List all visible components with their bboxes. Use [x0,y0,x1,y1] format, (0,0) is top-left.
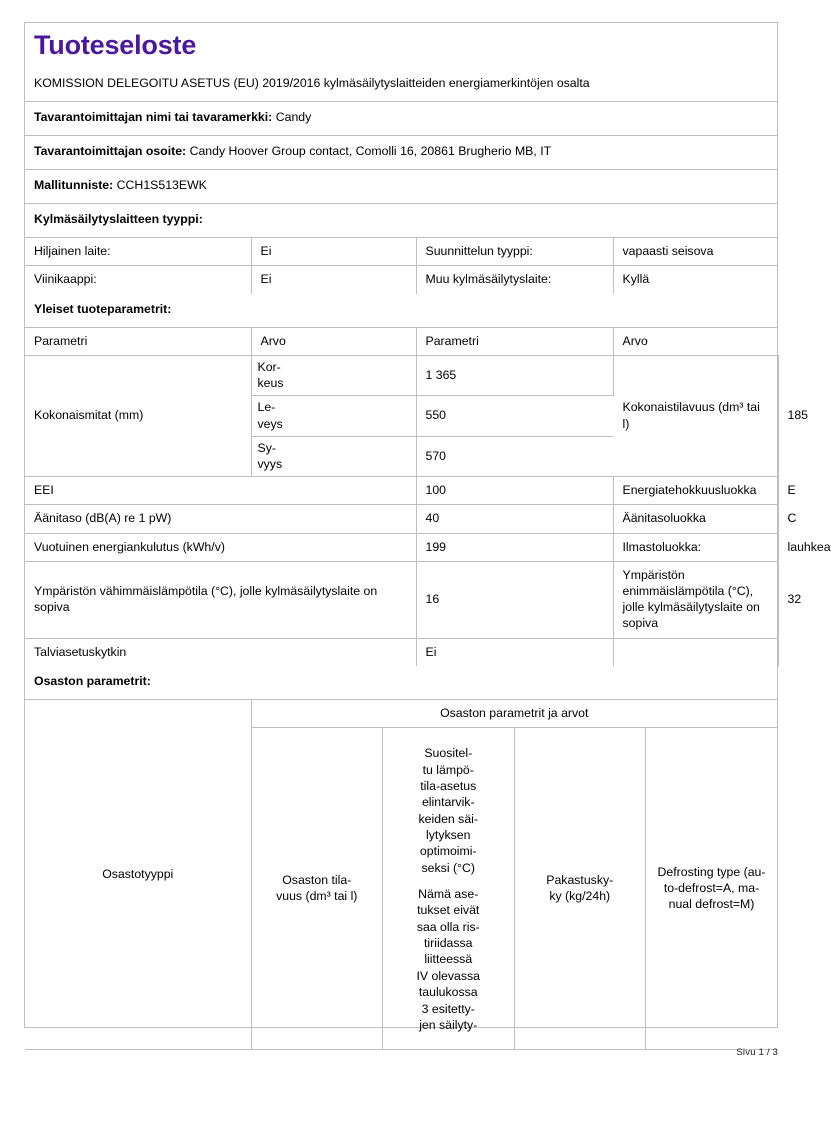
header-value-right: Arvo [613,328,778,356]
rt-note-line-6: taulukossa [418,985,478,1000]
dimension-width-label-line2: veys [257,416,283,431]
defrosting-type-header-line2: to-defrost=A, ma- [663,881,760,896]
table-row: Vuotuinen energiankulutus (kWh/v) 199 Ilmastoluokka: lauhkea [25,533,778,561]
freezing-capacity-header [514,728,646,1050]
compartment-volume-header [251,728,383,1050]
freezing-capacity-header-line2: ky (kg/24h) [549,889,611,904]
compartment-params-section-title: Osaston parametrit: [25,666,777,700]
rt-line-0: Suositel- [424,746,473,761]
silent-appliance-value: Ei [251,238,416,266]
table-row: Äänitaso (dB(A) re 1 pW) 40 Äänitasoluokka C [25,505,778,533]
winter-switch-empty-label [613,638,778,666]
table-row [25,638,778,666]
rt-line-5: lytyksen [426,828,471,843]
winter-switch-value: Ei [416,638,613,666]
eei-label: EEI [25,477,416,505]
compartment-volume-header-line2: vuus (dm³ tai l) [276,889,358,904]
defrosting-type-header-line1: Defrosting type (au- [657,864,766,879]
page-footer: Sivu 1 / 3 [736,1047,778,1058]
total-volume-label: Kokonaistilavuus (dm³ tai l) [613,355,778,476]
design-type-value: vapaasti seisova [613,238,778,266]
model-identifier-value: CCH1S513EWK [116,178,207,193]
table-row [25,266,778,294]
dimension-depth-label [251,436,416,476]
wine-cabinet-label: Viinikaappi: [25,266,251,294]
supplier-address-row [25,136,777,170]
general-params-section-title: Yleiset tuoteparametrit: [25,294,777,328]
table-row: Ympäristön vähimmäislämpötila (°C), jolle kylmäsäilytyslaite on sopiva 16 Ympäristön enimmäislämpötila (°C), jolle kylmäsäilytyslaite on sopiva 32 [25,561,778,638]
defrosting-type-header-line3: nual defrost=M) [668,897,755,912]
supplier-name-value: Candy [275,110,312,125]
dimension-depth-label-line2: vyys [257,456,283,471]
rt-line-4: keiden säi- [418,811,478,826]
silent-appliance-label: Hiljainen laite: [25,238,251,266]
dimension-height-label-line1: Kor- [257,359,281,374]
model-identifier-label: Mallitunniste: [34,178,114,193]
recommended-temperature-header [383,728,515,1050]
rt-note-line-2: saa olla ris- [416,919,480,934]
compartment-params-table [25,700,777,1051]
freezing-capacity-header-line1: Pakastusky- [546,872,614,887]
energy-class-label: Energiatehokkuusluokka [613,477,778,505]
min-ambient-temp-value: 16 [416,561,613,638]
general-params-table [25,328,831,666]
table-row: EEI 100 Energiatehokkuusluokka E [25,477,778,505]
table-header-row [25,328,778,356]
annual-consumption-label: Vuotuinen energiankulutus (kWh/v) [25,533,416,561]
rt-line-1: tu lämpö- [422,762,474,777]
dimension-height-value: 1 365 [416,355,613,395]
appliance-type-table [25,238,778,293]
compartment-type-header-label: Osastotyyppi [102,866,174,881]
dimension-width-value: 550 [416,396,613,436]
dimension-width-label-line1: Le- [257,400,276,415]
other-appliance-value: Kyllä [622,272,650,287]
document-header [25,23,777,102]
appliance-type-section-title: Kylmäsäilytyslaitteen tyyppi: [25,204,777,238]
rt-note-line-1: tukset eivät [417,903,480,918]
rt-line-6: optimoimi- [419,844,477,859]
supplier-name-label: Tavarantoimittajan nimi tai tavaramerkki: [34,110,273,125]
supplier-address-label: Tavarantoimittajan osoite: [34,144,187,159]
noise-level-value: 40 [416,505,613,533]
supplier-name-row [25,102,777,136]
recommended-temperature-header-part-a [389,745,508,876]
max-ambient-temp-label: Ympäristön enimmäislämpötila (°C), jolle kylmäsäilytyslaite on sopiva [613,561,778,638]
page-title: Tuoteseloste [34,30,197,60]
other-appliance-label: Muu kylmäsäilytyslaite: [416,266,613,294]
overall-dimensions-label: Kokonaismitat (mm) [25,355,251,476]
rt-note-line-8: jen säilyty- [419,1017,478,1032]
compartment-volume-header-line1: Osaston tila- [282,872,352,887]
header-param-right: Parametri [416,328,613,356]
table-header-row [25,700,777,728]
annual-consumption-value: 199 [416,533,613,561]
table-row: Kokonaismitat (mm) Kor- keus 1 365 Kokonaistilavuus (dm³ tai l) 185 [25,355,778,395]
dimension-depth-value: 570 [416,436,613,476]
rt-line-3: elintarvik- [421,795,475,810]
model-identifier-row [25,170,777,204]
compartment-type-header [25,700,251,1050]
rt-note-line-3: tiriidassa [423,936,473,951]
winter-switch-label: Talviasetuskytkin [25,638,416,666]
defrosting-type-header [646,728,778,1050]
header-value-left: Arvo [251,328,416,356]
min-ambient-temp-label: Ympäristön vähimmäislämpötila (°C), jolle kylmäsäilytyslaite on sopiva [25,561,416,638]
climate-class-label: Ilmastoluokka: [613,533,778,561]
noise-level-label: Äänitaso (dB(A) re 1 pW) [25,505,416,533]
dimension-width-label [251,396,416,436]
regulation-subtitle: KOMISSION DELEGOITU ASETUS (EU) 2019/2016 kylmäsäilytyslaitteiden energiamerkintöjen osalta [34,75,590,90]
supplier-address-value: Candy Hoover Group contact, Comolli 16, 20861 Brugherio MB, IT [189,144,552,159]
header-param-left: Parametri [25,328,251,356]
rt-line-2: tila-asetus [420,779,477,794]
rt-line-7: seksi (°C) [421,860,475,875]
recommended-temperature-header-part-b [389,886,508,1033]
dimension-height-label-line2: keus [257,376,284,391]
table-row [25,238,778,266]
product-fiche-page [24,22,831,1032]
rt-note-line-0: Nämä ase- [418,887,479,902]
compartment-values-group-header: Osaston parametrit ja arvot [251,700,777,728]
wine-cabinet-value: Ei [251,266,416,294]
rt-note-line-7: 3 esitetty- [421,1001,475,1016]
eei-value: 100 [416,477,613,505]
dimension-height-label [251,355,416,395]
dimension-depth-label-line1: Sy- [257,440,276,455]
noise-class-label: Äänitasoluokka [613,505,778,533]
rt-note-line-5: IV olevassa [416,968,481,983]
design-type-label: Suunnittelun tyyppi: [416,238,613,266]
rt-note-line-4: liitteessä [424,952,473,967]
